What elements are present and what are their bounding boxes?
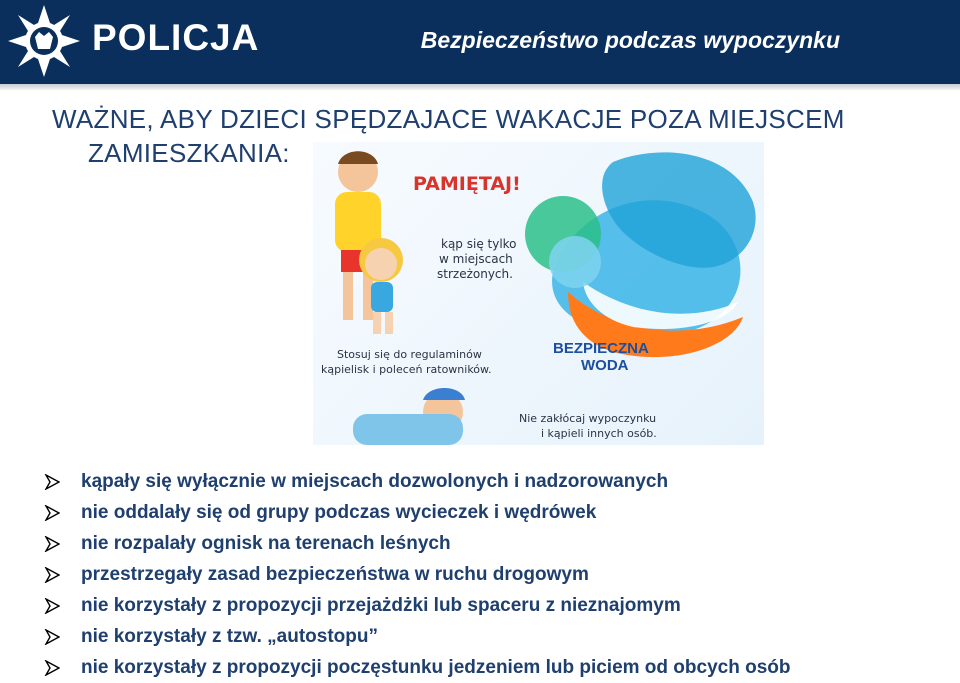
tip-bottom-line-2: i kąpieli innych osób. xyxy=(541,427,657,440)
list-item xyxy=(44,590,790,621)
tip-mid-line-1: Stosuj się do regulaminów xyxy=(337,348,482,361)
illustration-graphic xyxy=(313,142,764,445)
badge-line-1: BEZPIECZNA xyxy=(553,340,649,357)
heading-line-1: WAŻNE, ABY DZIECI SPĘDZAJACE WAKACJE POZA MIEJSCEM xyxy=(52,104,845,134)
page-title: Bezpieczeństwo podczas wypoczynku xyxy=(420,27,840,53)
list-item-text: nie oddalały się od grupy podczas wycieczek i wędrówek xyxy=(81,502,597,523)
arrow-bullet-icon xyxy=(44,536,60,552)
arrow-bullet-icon xyxy=(44,629,60,645)
logo-text: POLICJA xyxy=(92,17,260,58)
police-star-icon xyxy=(6,3,82,79)
list-item xyxy=(44,528,790,559)
tip-top-line-2: w miejscach xyxy=(439,252,513,266)
list-item-text: nie korzystały z propozycji przejażdżki lub spaceru z nieznajomym xyxy=(81,595,681,616)
tip-bottom-line-1: Nie zakłócaj wypoczynku xyxy=(519,412,657,425)
list-item-text: kąpały się wyłącznie w miejscach dozwolonych i nadzorowanych xyxy=(81,471,669,492)
safety-illustration xyxy=(313,142,764,445)
list-item xyxy=(44,559,790,590)
arrow-bullet-icon xyxy=(44,505,60,521)
heading-line-2: ZAMIESZKANIA: xyxy=(88,138,290,168)
arrow-bullet-icon xyxy=(44,567,60,583)
list-item xyxy=(44,621,790,652)
arrow-bullet-icon xyxy=(44,660,60,676)
list-item-text: przestrzegały zasad bezpieczeństwa w ruchu drogowym xyxy=(81,564,589,585)
list-item xyxy=(44,466,790,497)
header-divider xyxy=(0,84,960,90)
list-item-text: nie rozpalały ognisk na terenach leśnych xyxy=(81,533,451,554)
list-item-text: nie korzystały z tzw. „autostopu” xyxy=(81,626,379,647)
safety-rules-list xyxy=(44,466,790,683)
tip-mid-line-2: kąpielisk i poleceń ratowników. xyxy=(321,363,492,376)
list-item-text: nie korzystały z propozycji poczęstunku jedzeniem lub piciem od obcych osób xyxy=(81,657,791,678)
badge-line-2: WODA xyxy=(581,357,629,374)
banner-text: PAMIĘTAJ! xyxy=(413,173,521,195)
header-bar xyxy=(0,0,960,84)
arrow-bullet-icon xyxy=(44,598,60,614)
list-item xyxy=(44,497,790,528)
tip-top-line-1: kąp się tylko xyxy=(441,237,517,251)
arrow-bullet-icon xyxy=(44,474,60,490)
list-item xyxy=(44,652,790,683)
tip-top-line-3: strzeżonych. xyxy=(437,267,513,281)
